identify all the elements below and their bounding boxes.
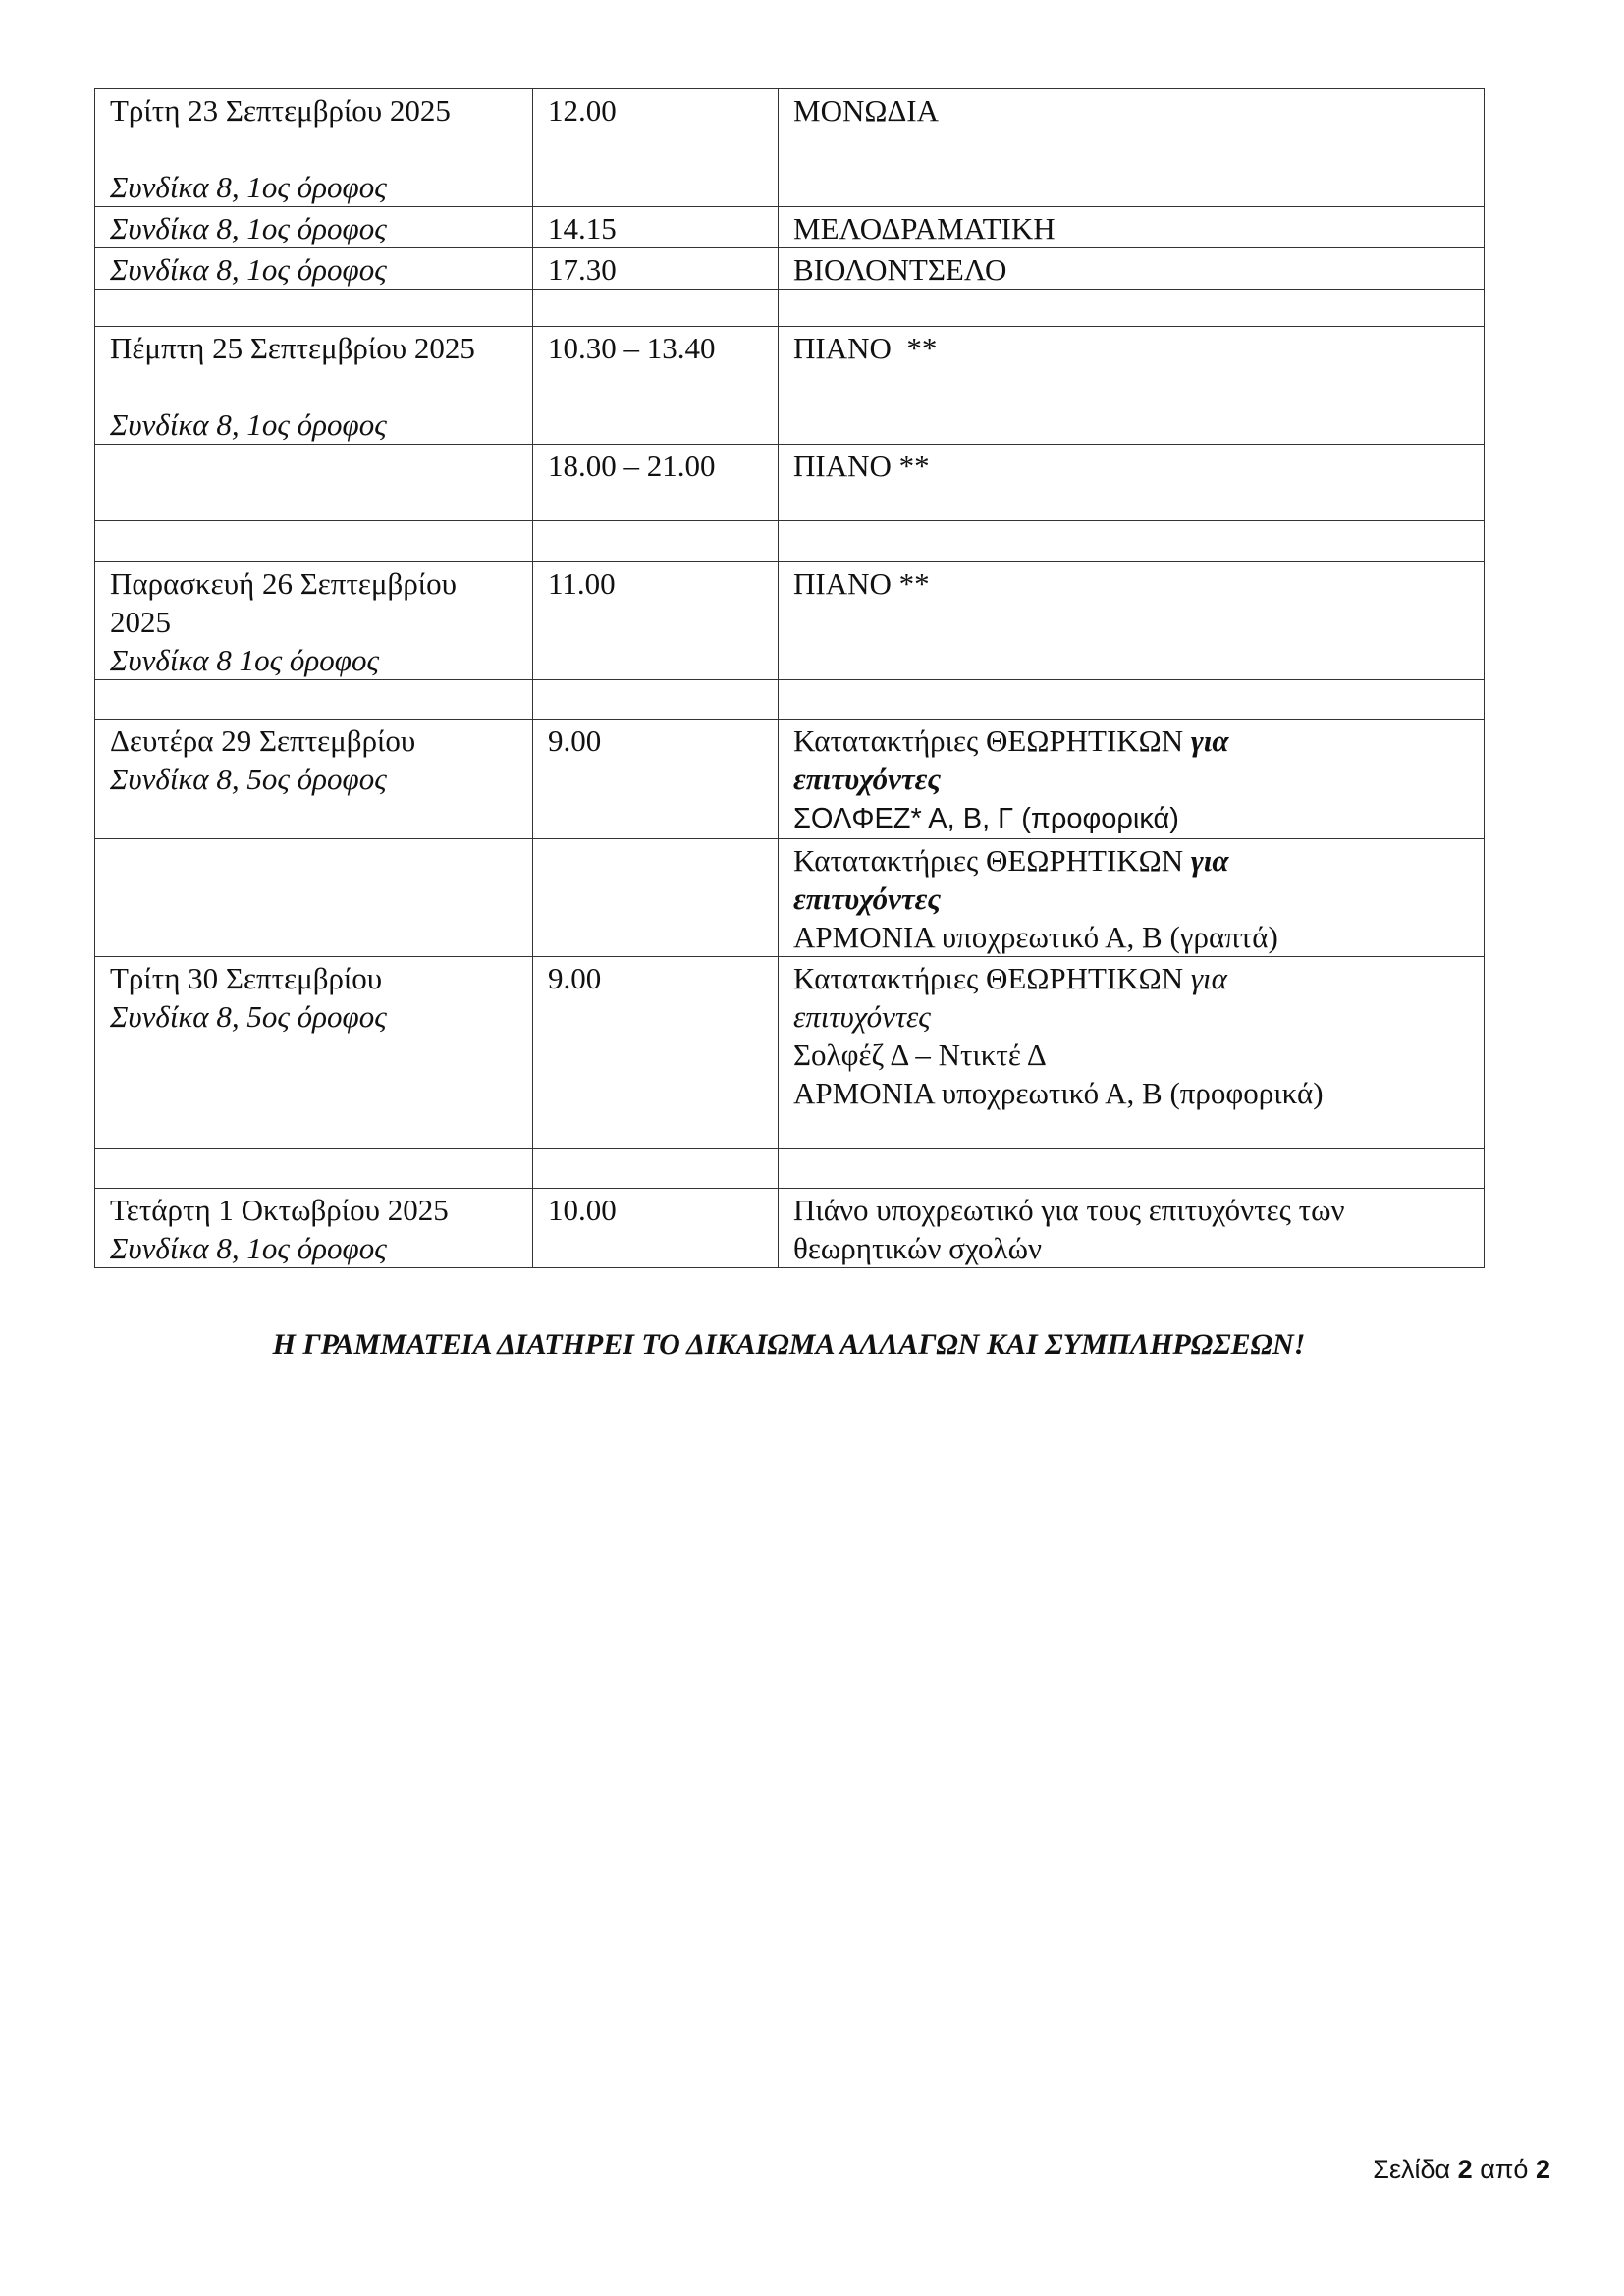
date-text: Τρίτη 23 Σεπτεμβρίου 2025	[110, 93, 451, 128]
location-text: Συνδίκα 8, 1ος όροφος	[110, 1231, 387, 1265]
subject-cell: ΜΟΝΩΔΙΑ	[779, 89, 1485, 207]
table-row	[95, 207, 1485, 248]
table-row	[95, 720, 1485, 839]
date-text: Πέμπτη 25 Σεπτεμβρίου 2025	[110, 331, 475, 365]
page-number	[1373, 2155, 1550, 2185]
date-text: Παρασκευή 26 Σεπτεμβρίου	[110, 566, 457, 601]
time-cell: 17.30	[533, 248, 779, 290]
subject-detail: ΑΡΜΟΝΙΑ υποχρεωτικό Α, Β (προφορικά)	[793, 1076, 1324, 1110]
time-cell: 12.00	[533, 89, 779, 207]
subject-emphasis: για	[1190, 843, 1229, 878]
subject-cell	[779, 839, 1485, 957]
time-cell: 14.15	[533, 207, 779, 248]
subject-detail: Σολφέζ Δ – Ντικτέ Δ	[793, 1038, 1047, 1072]
page-current: 2	[1457, 2155, 1473, 2184]
subject-emphasis: επιτυχόντες	[793, 762, 942, 796]
date-year-text: 2025	[110, 605, 171, 639]
location-text: Συνδίκα 8 1ος όροφος	[110, 643, 380, 677]
spacer-row	[95, 521, 1485, 562]
spacer-row	[95, 290, 1485, 327]
table-row	[95, 562, 1485, 680]
notice-text: Η ΓΡΑΜΜΑΤΕΙΑ ΔΙΑΤΗΡΕΙ ΤΟ ΔΙΚΑΙΩΜΑ ΑΛΛΑΓΩΝ ΚΑΙ ΣΥΜΠΛΗΡΩΣΕΩΝ!	[272, 1328, 1306, 1361]
date-cell	[95, 957, 533, 1149]
date-text: Τετάρτη 1 Οκτωβρίου 2025	[110, 1193, 449, 1227]
subject-cell: ΠΙΑΝΟ **	[779, 562, 1485, 680]
subject-cell: ΠΙΑΝΟ **	[779, 445, 1485, 521]
date-cell	[95, 207, 533, 248]
location-text: Συνδίκα 8, 1ος όροφος	[110, 407, 387, 442]
date-cell	[95, 445, 533, 521]
time-cell	[533, 839, 779, 957]
date-cell	[95, 327, 533, 445]
location-text: Συνδίκα 8, 1ος όροφος	[110, 170, 387, 204]
subject-cell	[779, 1189, 1485, 1268]
subject-cell: ΒΙΟΛΟΝΤΣΕΛΟ	[779, 248, 1485, 290]
page-of: από	[1480, 2155, 1529, 2184]
date-cell	[95, 720, 533, 839]
location-text: Συνδίκα 8, 5ος όροφος	[110, 762, 387, 796]
date-text: Δευτέρα 29 Σεπτεμβρίου	[110, 723, 416, 758]
subject-emphasis: για	[1190, 961, 1227, 995]
spacer-row	[95, 1149, 1485, 1189]
page-label: Σελίδα	[1373, 2155, 1451, 2184]
location-text: Συνδίκα 8, 5ος όροφος	[110, 999, 387, 1034]
subject-emphasis: επιτυχόντες	[793, 999, 931, 1034]
date-cell	[95, 1189, 533, 1268]
date-cell	[95, 839, 533, 957]
subject-main: Κατατακτήριες ΘΕΩΡΗΤΙΚΩΝ	[793, 723, 1184, 758]
location-text: Συνδίκα 8, 1ος όροφος	[110, 252, 387, 287]
subject-main: Κατατακτήριες ΘΕΩΡΗΤΙΚΩΝ	[793, 961, 1184, 995]
subject-main: Κατατακτήριες ΘΕΩΡΗΤΙΚΩΝ	[793, 843, 1184, 878]
table-row	[95, 445, 1485, 521]
time-cell: 9.00	[533, 720, 779, 839]
page-total: 2	[1535, 2155, 1550, 2184]
subject-emphasis: για	[1190, 723, 1229, 758]
table-row	[95, 839, 1485, 957]
subject-line: Πιάνο υποχρεωτικό για τους επιτυχόντες των	[793, 1193, 1345, 1227]
subject-detail: ΣΟΛΦΕΖ* Α, Β, Γ (προφορικά)	[793, 803, 1179, 834]
subject-cell	[779, 957, 1485, 1149]
subject-cell: ΜΕΛΟΔΡΑΜΑΤΙΚΗ	[779, 207, 1485, 248]
subject-cell	[779, 720, 1485, 839]
subject-detail: ΑΡΜΟΝΙΑ υποχρεωτικό Α, Β (γραπτά)	[793, 920, 1278, 954]
subject-emphasis: επιτυχόντες	[793, 881, 942, 916]
subject-line: θεωρητικών σχολών	[793, 1231, 1043, 1265]
table-row	[95, 1189, 1485, 1268]
spacer-row	[95, 680, 1485, 720]
table-row	[95, 957, 1485, 1149]
time-cell: 10.00	[533, 1189, 779, 1268]
time-cell: 10.30 – 13.40	[533, 327, 779, 445]
date-cell	[95, 89, 533, 207]
time-cell: 11.00	[533, 562, 779, 680]
date-cell	[95, 248, 533, 290]
subject-cell: ΠΙΑΝΟ **	[779, 327, 1485, 445]
table-row	[95, 248, 1485, 290]
exam-schedule-table	[94, 88, 1485, 1268]
time-cell: 9.00	[533, 957, 779, 1149]
date-cell	[95, 562, 533, 680]
table-row	[95, 89, 1485, 207]
time-cell: 18.00 – 21.00	[533, 445, 779, 521]
table-row	[95, 327, 1485, 445]
date-text: Τρίτη 30 Σεπτεμβρίου	[110, 961, 383, 995]
location-text: Συνδίκα 8, 1ος όροφος	[110, 211, 387, 245]
